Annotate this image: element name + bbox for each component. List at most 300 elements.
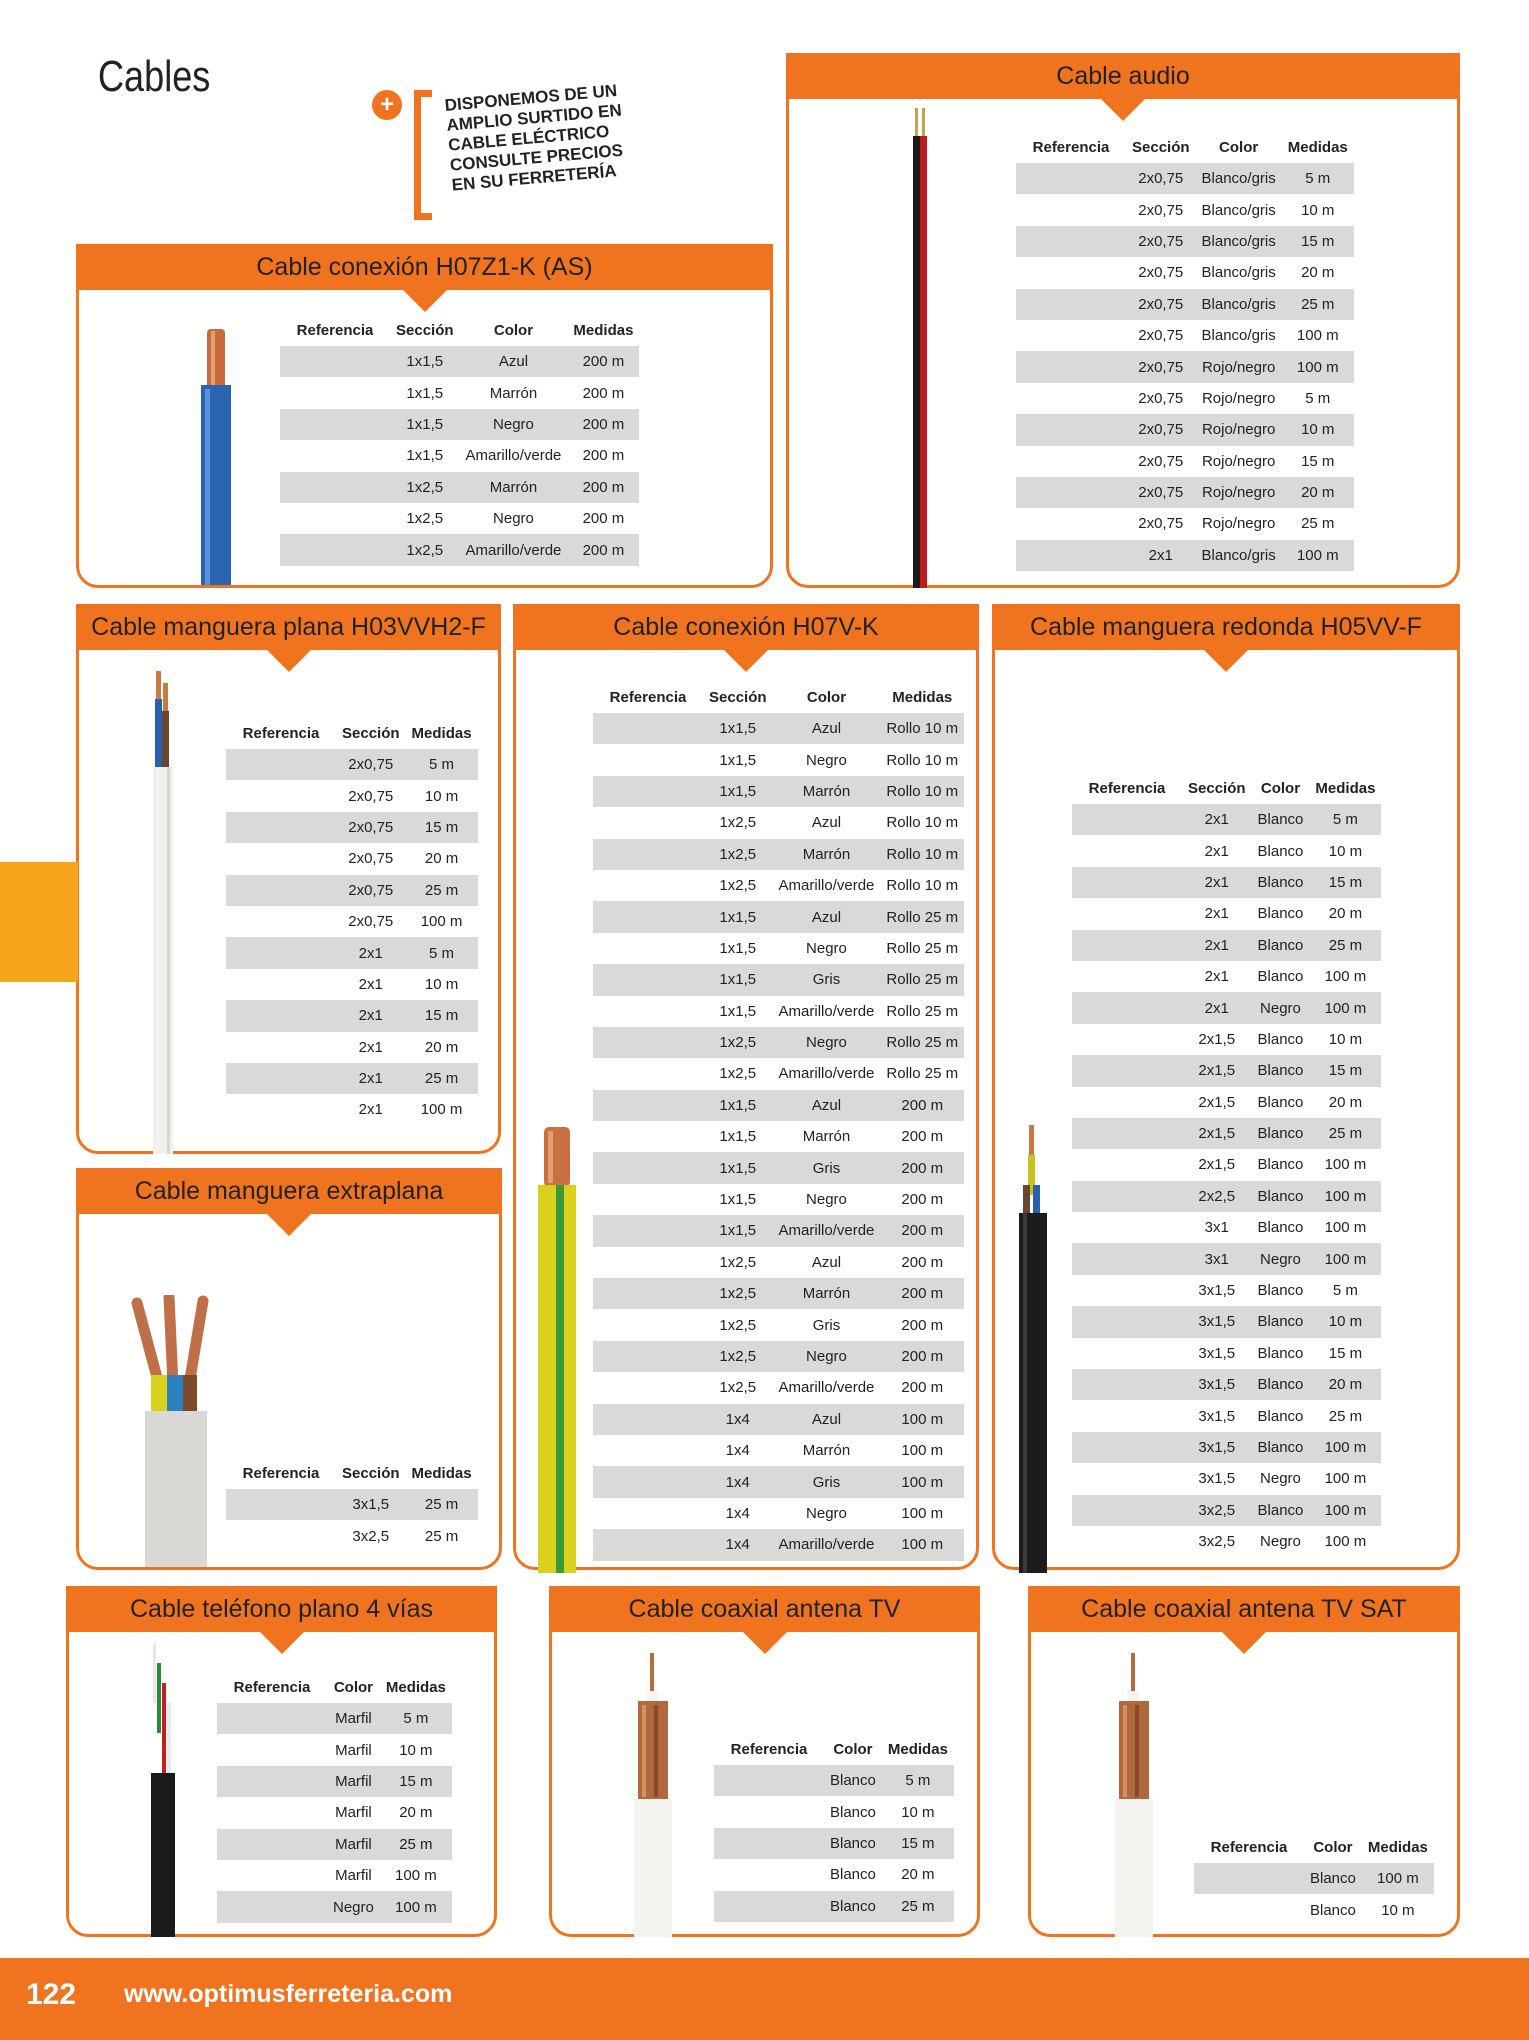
table-cell bbox=[280, 377, 390, 408]
table-cell: 10 m bbox=[1282, 414, 1354, 445]
table-cell: 3x1,5 bbox=[336, 1489, 406, 1520]
table-cell: 2x0,75 bbox=[1126, 163, 1196, 194]
table-cell: 15 m bbox=[406, 812, 478, 843]
table-cell bbox=[1072, 1369, 1182, 1400]
table-cell bbox=[593, 1058, 703, 1089]
table-cell: Marrón bbox=[489, 384, 538, 402]
table-row bbox=[1072, 1149, 1381, 1180]
box-manguera-redonda bbox=[992, 604, 1460, 1570]
table-cell: Blanco bbox=[1252, 867, 1310, 898]
table-cell: Blanco bbox=[830, 1866, 876, 1884]
table-row bbox=[1072, 1432, 1381, 1463]
table-cell: 15 m bbox=[1282, 226, 1354, 257]
table-cell: 2x0,75 bbox=[1138, 452, 1184, 470]
table-cell: 25 m bbox=[380, 1829, 452, 1860]
table-cell: 100 m bbox=[1309, 992, 1381, 1023]
column-header: Medidas bbox=[892, 689, 953, 706]
box-h07z1k bbox=[76, 244, 773, 588]
table-row bbox=[1072, 1306, 1381, 1337]
table-cell bbox=[280, 409, 390, 440]
column-header: Color bbox=[1219, 139, 1259, 156]
table-cell: 1x2,5 bbox=[390, 472, 460, 503]
table-cell bbox=[226, 1032, 336, 1063]
table-cell: 1x1,5 bbox=[390, 346, 460, 377]
table-cell: 100 m bbox=[1362, 1863, 1434, 1894]
table-cell: Marfil bbox=[327, 1766, 380, 1797]
table-cell: 200 m bbox=[582, 510, 625, 528]
table-row bbox=[1072, 804, 1381, 835]
table-cell: 1x1,5 bbox=[719, 1191, 757, 1209]
table-row bbox=[280, 503, 639, 534]
table-cell: 2x1 bbox=[1182, 992, 1252, 1023]
table-header-row bbox=[1072, 773, 1381, 804]
box-title: Cable coaxial antena TV SAT bbox=[1028, 1586, 1460, 1632]
table-row bbox=[593, 1372, 964, 1403]
table-cell: Blanco bbox=[1257, 1156, 1304, 1174]
table-cell bbox=[217, 1860, 327, 1891]
table-row bbox=[226, 906, 478, 937]
table-cell: 200 m bbox=[880, 1278, 964, 1309]
table-cell: Blanco bbox=[1252, 1118, 1310, 1149]
table-header-row bbox=[217, 1672, 452, 1703]
table-row bbox=[217, 1734, 452, 1765]
table-cell bbox=[1072, 961, 1182, 992]
table-cell: Blanco bbox=[1257, 1282, 1304, 1300]
column-header: Referencia bbox=[233, 1679, 311, 1696]
table-cell: 2x0,75 bbox=[1126, 226, 1196, 257]
table-cell: 25 m bbox=[406, 1063, 478, 1094]
table-cell: Marrón bbox=[802, 1442, 851, 1460]
table-cell: 1x1,5 bbox=[406, 384, 444, 402]
table-cell: Blanco bbox=[1310, 1901, 1356, 1919]
table-cell: 100 m bbox=[880, 1466, 964, 1497]
table-cell: 20 m bbox=[1282, 477, 1354, 508]
table-cell: 100 m bbox=[420, 1101, 463, 1119]
table-cell: 1x2,5 bbox=[719, 1316, 757, 1334]
table-cell: 20 m bbox=[424, 1038, 459, 1056]
table-cell bbox=[1072, 867, 1182, 898]
table-cell: 2x0,75 bbox=[1138, 515, 1184, 533]
table-cell bbox=[217, 1797, 327, 1828]
table-cell: 200 m bbox=[901, 1128, 944, 1146]
table-cell bbox=[1072, 1338, 1182, 1369]
table-cell: Negro bbox=[806, 1191, 847, 1209]
table-cell: Amarillo/verde bbox=[773, 1529, 881, 1560]
table-cell: 3x1,5 bbox=[1182, 1369, 1252, 1400]
spec-table bbox=[226, 718, 478, 1126]
table-cell: 2x1,5 bbox=[1198, 1156, 1236, 1174]
table-cell: 2x1 bbox=[1204, 905, 1229, 923]
table-cell bbox=[1072, 992, 1182, 1023]
table-cell bbox=[1016, 289, 1126, 320]
table-cell bbox=[217, 1766, 327, 1797]
table-cell: 200 m bbox=[567, 534, 639, 565]
table-cell: 200 m bbox=[582, 384, 625, 402]
table-cell: 1x1,5 bbox=[719, 939, 757, 957]
table-row bbox=[593, 744, 964, 775]
table-row bbox=[1072, 1212, 1381, 1243]
table-row bbox=[226, 780, 478, 811]
table-cell: 2x1 bbox=[1182, 867, 1252, 898]
table-cell: 10 m bbox=[1309, 1306, 1381, 1337]
table-cell: 2x0,75 bbox=[348, 850, 394, 868]
table-row bbox=[1016, 320, 1354, 351]
table-cell bbox=[1072, 1526, 1182, 1557]
table-cell: 3x1,5 bbox=[1198, 1344, 1236, 1362]
table-cell: 100 m bbox=[1324, 968, 1367, 986]
table-cell: Rollo 25 m bbox=[886, 1002, 959, 1020]
table-row bbox=[226, 1520, 478, 1551]
table-cell: Blanco bbox=[824, 1891, 882, 1922]
table-row bbox=[1016, 508, 1354, 539]
table-cell: 2x1,5 bbox=[1182, 1118, 1252, 1149]
table-cell: 100 m bbox=[420, 913, 463, 931]
table-row bbox=[1072, 1024, 1381, 1055]
table-cell: 2x0,75 bbox=[1138, 201, 1184, 219]
side-tab bbox=[0, 862, 78, 982]
cable-coaxial-sat-image bbox=[1105, 1653, 1165, 1937]
table-cell: 2x1 bbox=[336, 1000, 406, 1031]
table-cell bbox=[714, 1796, 824, 1827]
column-header: Medidas bbox=[411, 725, 472, 742]
box-title: Cable audio bbox=[786, 53, 1460, 99]
table-cell: 25 m bbox=[1309, 1118, 1381, 1149]
table-row bbox=[593, 1152, 964, 1183]
table-row bbox=[593, 901, 964, 932]
page-title: Cables bbox=[98, 52, 211, 101]
table-cell: 100 m bbox=[1324, 1533, 1367, 1551]
table-cell: 25 m bbox=[424, 1527, 459, 1545]
table-row bbox=[217, 1860, 452, 1891]
table-cell: Blanco bbox=[1252, 1432, 1310, 1463]
box-title: Cable manguera plana H03VVH2-F bbox=[76, 604, 501, 650]
footer bbox=[0, 1958, 1529, 2040]
table-row bbox=[1194, 1894, 1434, 1925]
table-cell: Negro bbox=[1260, 1470, 1301, 1488]
column-header: Medidas bbox=[385, 1679, 446, 1696]
table-cell bbox=[593, 1372, 703, 1403]
table-row bbox=[1072, 867, 1381, 898]
table-cell: 2x0,75 bbox=[1126, 289, 1196, 320]
table-cell: Azul bbox=[460, 346, 568, 377]
table-cell: 20 m bbox=[1309, 1369, 1381, 1400]
table-cell bbox=[226, 780, 336, 811]
table-cell: 2x0,75 bbox=[1138, 327, 1184, 345]
table-cell: 3x1,5 bbox=[1198, 1282, 1236, 1300]
table-cell: 3x1,5 bbox=[1182, 1432, 1252, 1463]
table-row bbox=[714, 1828, 954, 1859]
table-cell: Marrón bbox=[460, 472, 568, 503]
table-cell: 2x0,75 bbox=[1126, 414, 1196, 445]
table-cell: 5 m bbox=[1282, 163, 1354, 194]
table-cell: 200 m bbox=[880, 1341, 964, 1372]
table-row bbox=[593, 1090, 964, 1121]
table-cell: Rollo 25 m bbox=[880, 964, 964, 995]
table-cell bbox=[593, 1215, 703, 1246]
column-header: Sección bbox=[1188, 780, 1246, 797]
table-cell bbox=[1194, 1863, 1304, 1894]
table-row bbox=[714, 1765, 954, 1796]
column-header: Sección bbox=[396, 322, 454, 339]
table-row bbox=[593, 1435, 964, 1466]
table-cell: 200 m bbox=[880, 1215, 964, 1246]
table-row bbox=[226, 1489, 478, 1520]
table-cell bbox=[593, 964, 703, 995]
table-cell bbox=[593, 744, 703, 775]
table-cell: 2x0,75 bbox=[336, 875, 406, 906]
table-cell: 15 m bbox=[882, 1828, 954, 1859]
table-cell: Blanco bbox=[1252, 1055, 1310, 1086]
table-cell: Marfil bbox=[335, 1804, 372, 1822]
column-header: Referencia bbox=[242, 1465, 320, 1482]
table-cell: Blanco bbox=[824, 1828, 882, 1859]
table-cell: Blanco/gris bbox=[1201, 201, 1276, 219]
table-row bbox=[593, 1341, 964, 1372]
table-row bbox=[1016, 194, 1354, 225]
table-cell: Rollo 25 m bbox=[880, 901, 964, 932]
table-cell: Rollo 10 m bbox=[886, 751, 959, 769]
table-cell: Blanco bbox=[1257, 1407, 1304, 1425]
table-cell: Negro bbox=[1252, 1243, 1310, 1274]
table-row bbox=[593, 839, 964, 870]
table-cell: 20 m bbox=[399, 1804, 433, 1822]
table-row bbox=[593, 713, 964, 744]
table-row bbox=[714, 1859, 954, 1890]
spec-table bbox=[1016, 132, 1354, 571]
table-cell: Blanco/gris bbox=[1201, 327, 1276, 345]
table-cell bbox=[226, 1520, 336, 1551]
table-cell bbox=[593, 1466, 703, 1497]
table-cell: 1x2,5 bbox=[719, 814, 757, 832]
table-cell: 1x2,5 bbox=[719, 1253, 757, 1271]
table-row bbox=[217, 1829, 452, 1860]
table-cell: 25 m bbox=[406, 1489, 478, 1520]
table-cell: Negro bbox=[1260, 1533, 1301, 1551]
table-cell bbox=[226, 749, 336, 780]
box-title: Cable conexión H07V-K bbox=[513, 604, 979, 650]
table-cell bbox=[593, 1121, 703, 1152]
table-cell: Negro bbox=[773, 1341, 881, 1372]
table-cell bbox=[1016, 508, 1126, 539]
table-cell: 1x4 bbox=[725, 1442, 750, 1460]
table-cell: Azul bbox=[773, 1090, 881, 1121]
table-row bbox=[1072, 1495, 1381, 1526]
spec-table bbox=[714, 1734, 954, 1922]
box-title: Cable teléfono plano 4 vías bbox=[66, 1586, 497, 1632]
table-cell bbox=[714, 1765, 824, 1796]
table-cell: 25 m bbox=[406, 875, 478, 906]
table-cell: 1x4 bbox=[703, 1529, 773, 1560]
table-cell bbox=[1072, 1275, 1182, 1306]
table-cell: 1x1,5 bbox=[703, 1215, 773, 1246]
table-row bbox=[1016, 163, 1354, 194]
cable-phone-image bbox=[145, 1643, 185, 1937]
cable-audio-image bbox=[909, 108, 939, 588]
table-cell: 2x1 bbox=[1204, 968, 1229, 986]
table-cell bbox=[217, 1734, 327, 1765]
table-cell bbox=[280, 346, 390, 377]
table-cell: 100 m bbox=[1324, 1219, 1367, 1237]
table-cell bbox=[714, 1891, 824, 1922]
table-cell bbox=[593, 713, 703, 744]
column-header: Sección bbox=[1132, 139, 1190, 156]
table-cell: 2x0,75 bbox=[336, 749, 406, 780]
table-cell: 3x1,5 bbox=[1182, 1306, 1252, 1337]
spec-table bbox=[226, 1458, 478, 1552]
table-cell: 15 m bbox=[1309, 1055, 1381, 1086]
table-cell bbox=[1072, 835, 1182, 866]
table-cell bbox=[593, 1529, 703, 1560]
table-cell: Negro bbox=[806, 1504, 847, 1522]
table-cell: 2x0,75 bbox=[336, 812, 406, 843]
column-header: Referencia bbox=[1032, 139, 1110, 156]
table-row bbox=[593, 1529, 964, 1560]
table-cell: 5 m bbox=[1305, 389, 1331, 407]
table-cell: Azul bbox=[773, 901, 881, 932]
page-number: 122 bbox=[26, 1978, 77, 2011]
cable-extraflat-image bbox=[107, 1295, 217, 1567]
table-cell: 1x1,5 bbox=[406, 447, 444, 465]
table-row bbox=[593, 1184, 964, 1215]
table-row bbox=[593, 1466, 964, 1497]
table-cell: 20 m bbox=[901, 1866, 935, 1884]
table-cell: Blanco bbox=[1257, 1344, 1304, 1362]
table-cell bbox=[593, 839, 703, 870]
table-cell bbox=[593, 933, 703, 964]
table-cell: 2x1,5 bbox=[1182, 1055, 1252, 1086]
table-cell: Amarillo/verde bbox=[778, 877, 875, 895]
column-header: Medidas bbox=[1367, 1839, 1428, 1856]
table-cell: Blanco bbox=[1257, 1030, 1304, 1048]
table-row bbox=[593, 1121, 964, 1152]
table-cell bbox=[593, 776, 703, 807]
table-cell bbox=[226, 1000, 336, 1031]
table-cell: Amarillo/verde bbox=[773, 1215, 881, 1246]
table-cell bbox=[217, 1703, 327, 1734]
table-row bbox=[280, 472, 639, 503]
box-title: Cable conexión H07Z1-K (AS) bbox=[76, 244, 773, 290]
table-cell: Rojo/negro bbox=[1196, 351, 1282, 382]
table-cell: 10 m bbox=[1328, 1030, 1363, 1048]
column-header: Color bbox=[493, 322, 534, 339]
table-row bbox=[1016, 351, 1354, 382]
website-link[interactable]: www.optimusferreteria.com bbox=[124, 1980, 453, 2008]
table-cell bbox=[1016, 163, 1126, 194]
table-cell: 1x2,5 bbox=[719, 877, 757, 895]
table-cell: 100 m bbox=[1282, 540, 1354, 571]
table-cell: 3x2,5 bbox=[1198, 1533, 1236, 1551]
table-cell: Blanco bbox=[1257, 842, 1304, 860]
table-cell: 5 m bbox=[406, 749, 478, 780]
table-cell: Blanco/gris bbox=[1201, 264, 1276, 282]
table-cell: 200 m bbox=[901, 1316, 944, 1334]
table-cell bbox=[1072, 1024, 1182, 1055]
table-cell: 1x1,5 bbox=[703, 713, 773, 744]
table-header-row bbox=[226, 718, 478, 749]
table-cell bbox=[226, 1063, 336, 1094]
table-cell bbox=[593, 1184, 703, 1215]
table-cell bbox=[1072, 1306, 1182, 1337]
table-cell: 20 m bbox=[1301, 264, 1335, 282]
box-audio bbox=[786, 53, 1460, 588]
table-cell: 1x1,5 bbox=[719, 1128, 757, 1146]
table-cell bbox=[1016, 226, 1126, 257]
table-cell bbox=[593, 1341, 703, 1372]
table-row bbox=[1016, 383, 1354, 414]
table-cell: 25 m bbox=[1328, 1407, 1363, 1425]
table-row bbox=[714, 1796, 954, 1827]
table-cell bbox=[1016, 540, 1126, 571]
table-cell: 200 m bbox=[901, 1191, 944, 1209]
table-cell: Gris bbox=[773, 964, 881, 995]
table-cell: 10 m bbox=[901, 1803, 935, 1821]
table-cell bbox=[593, 1309, 703, 1340]
table-cell: 5 m bbox=[1332, 1282, 1358, 1300]
table-cell: Blanco bbox=[1252, 804, 1310, 835]
table-cell: Marfil bbox=[335, 1867, 372, 1885]
column-header: Medidas bbox=[411, 1465, 472, 1482]
box-title: Cable manguera redonda H05VV-F bbox=[992, 604, 1460, 650]
table-cell: Blanco/gris bbox=[1196, 289, 1282, 320]
table-cell bbox=[226, 1489, 336, 1520]
table-cell: Negro bbox=[773, 1027, 881, 1058]
table-cell bbox=[593, 807, 703, 838]
table-cell bbox=[280, 503, 390, 534]
table-cell: Marrón bbox=[802, 1128, 851, 1146]
column-header: Referencia bbox=[1088, 780, 1166, 797]
table-row bbox=[593, 776, 964, 807]
table-header-row bbox=[593, 682, 964, 713]
table-cell: 2x0,75 bbox=[348, 913, 394, 931]
table-cell: 10 m bbox=[1301, 201, 1335, 219]
table-row bbox=[593, 996, 964, 1027]
table-cell: Rollo 25 m bbox=[886, 939, 959, 957]
column-header: Sección bbox=[342, 725, 400, 742]
table-header-row bbox=[1194, 1832, 1434, 1863]
table-cell: Marrón bbox=[773, 1278, 881, 1309]
table-cell bbox=[226, 937, 336, 968]
table-cell bbox=[1016, 351, 1126, 382]
table-row bbox=[1016, 226, 1354, 257]
table-cell bbox=[593, 1435, 703, 1466]
table-cell bbox=[593, 996, 703, 1027]
table-cell: 10 m bbox=[424, 975, 459, 993]
table-row bbox=[1072, 1369, 1381, 1400]
table-row bbox=[226, 1094, 478, 1125]
table-cell: 15 m bbox=[380, 1766, 452, 1797]
table-cell: 1x1,5 bbox=[703, 1090, 773, 1121]
table-cell: 2x0,75 bbox=[1138, 389, 1184, 407]
table-cell: Rollo 10 m bbox=[880, 839, 964, 870]
table-cell: 1x1,5 bbox=[703, 1152, 773, 1183]
table-cell bbox=[1072, 1118, 1182, 1149]
table-cell bbox=[280, 534, 390, 565]
table-row bbox=[593, 1309, 964, 1340]
table-row bbox=[1072, 930, 1381, 961]
table-cell: Amarillo/verde bbox=[465, 447, 562, 465]
table-cell: Gris bbox=[773, 1466, 881, 1497]
table-cell: 2x1 bbox=[1182, 930, 1252, 961]
table-cell: 2x1 bbox=[336, 1063, 406, 1094]
table-cell bbox=[226, 875, 336, 906]
table-cell: Blanco bbox=[1257, 1093, 1304, 1111]
table-row bbox=[593, 870, 964, 901]
table-cell: 100 m bbox=[380, 1891, 452, 1922]
table-row bbox=[280, 440, 639, 471]
table-cell: Rollo 25 m bbox=[880, 1027, 964, 1058]
table-cell: Blanco bbox=[1304, 1863, 1362, 1894]
column-header: Color bbox=[833, 1741, 873, 1758]
